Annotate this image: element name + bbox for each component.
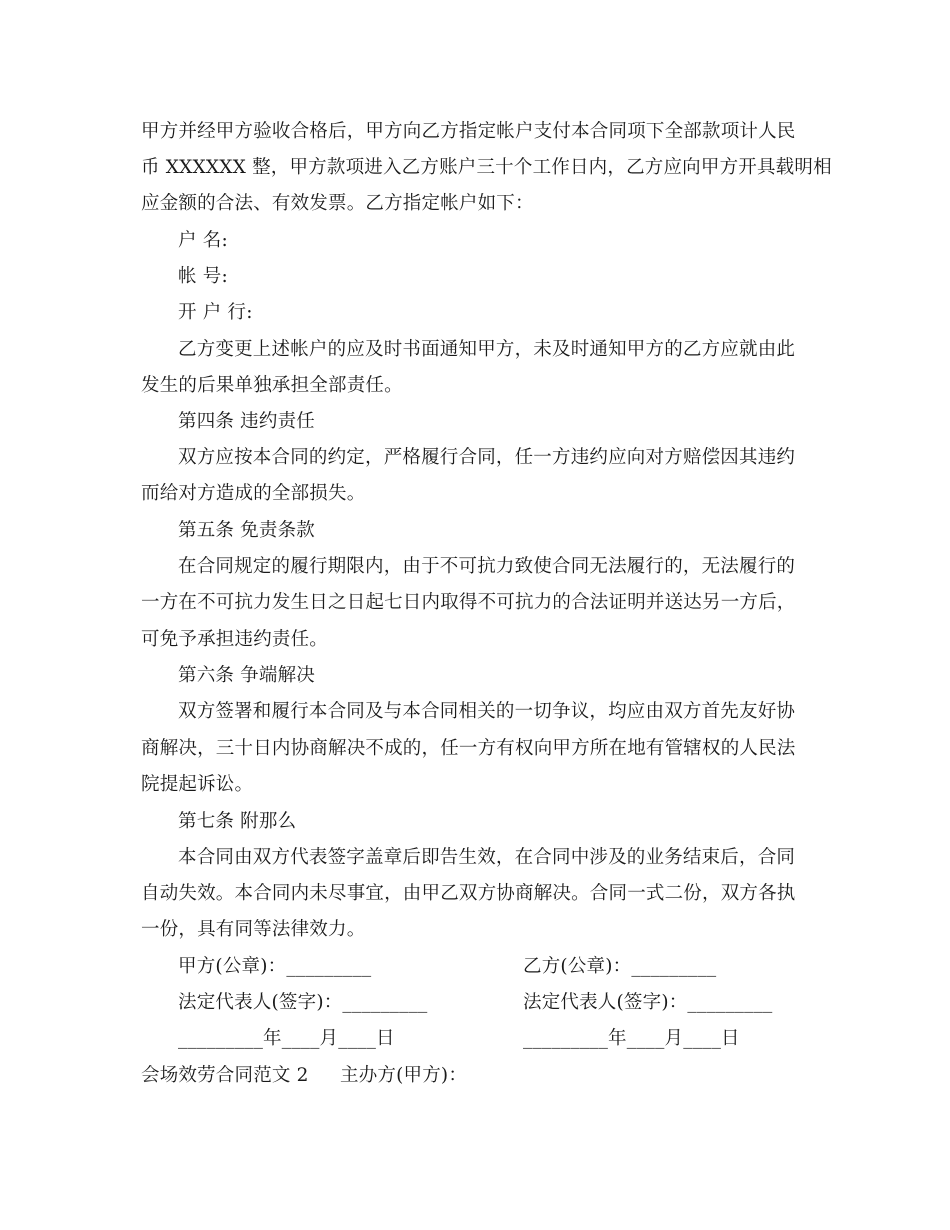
party-b-representative: 法定代表人(签字)：_________ xyxy=(523,992,773,1013)
article7-title: 第七条 附那么 xyxy=(178,811,297,832)
payment-line-1: 甲方并经甲方验收合格后，甲方向乙方指定帐户支付本合同项下全部款项计人民 xyxy=(141,121,796,142)
party-b-date: _________年____月____日 xyxy=(523,1028,740,1049)
article5-line-2: 一方在不可抗力发生日之日起七日内取得不可抗力的合法证明并送达另一方后， xyxy=(141,592,796,613)
article4-title: 第四条 违约责任 xyxy=(178,411,315,432)
account-change-line-1: 乙方变更上述帐户的应及时书面通知甲方，未及时通知甲方的乙方应就由此 xyxy=(178,339,796,360)
account-change-line-2: 发生的后果单独承担全部责任。 xyxy=(141,375,403,396)
account-bank-label: 开 户 行: xyxy=(178,302,253,323)
article6-line-3: 院提起诉讼。 xyxy=(141,774,254,795)
next-doc-organizer: 主办方(甲方)： xyxy=(340,1065,468,1086)
party-a-representative: 法定代表人(签字)：_________ xyxy=(178,992,428,1013)
article4-line-1: 双方应按本合同的约定，严格履行合同，任一方违约应向对方赔偿因其违约 xyxy=(178,447,796,468)
article5-line-3: 可免予承担违约责任。 xyxy=(141,629,329,650)
article6-line-1: 双方签署和履行本合同及与本合同相关的一切争议，均应由双方首先友好协 xyxy=(178,701,796,722)
next-doc-title: 会场效劳合同范文 2 xyxy=(141,1065,309,1086)
party-a-date: _________年____月____日 xyxy=(178,1028,395,1049)
article7-line-2: 自动失效。本合同内未尽事宜，由甲乙双方协商解决。合同一式二份，双方各执 xyxy=(141,883,796,904)
payment-line-3: 应金额的合法、有效发票。乙方指定帐户如下： xyxy=(141,193,534,214)
account-number-label: 帐 号: xyxy=(178,266,228,287)
article5-title: 第五条 免责条款 xyxy=(178,520,315,541)
account-name-label: 户 名: xyxy=(178,230,228,251)
party-a-seal: 甲方(公章)：_________ xyxy=(178,956,372,977)
article7-line-1: 本合同由双方代表签字盖章后即告生效，在合同中涉及的业务结束后，合同 xyxy=(178,847,796,868)
payment-line-2: 币 XXXXXX 整，甲方款项进入乙方账户三十个工作日内，乙方应向甲方开具载明相 xyxy=(141,157,832,178)
party-b-seal: 乙方(公章)：_________ xyxy=(523,956,717,977)
article6-line-2: 商解决，三十日内协商解决不成的，任一方有权向甲方所在地有管辖权的人民法 xyxy=(141,738,796,759)
article6-title: 第六条 争端解决 xyxy=(178,665,315,686)
article5-line-1: 在合同规定的履行期限内，由于不可抗力致使合同无法履行的，无法履行的 xyxy=(178,556,796,577)
article4-line-2: 而给对方造成的全部损失。 xyxy=(141,483,366,504)
article7-line-3: 一份，具有同等法律效力。 xyxy=(141,919,366,940)
